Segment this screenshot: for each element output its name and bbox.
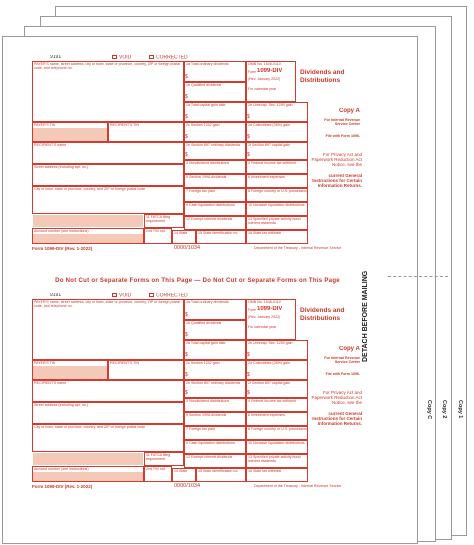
city-label: City or town, state or province, country, and ZIP or foreign postal code (34, 187, 146, 191)
box-5-label: 5 Section 199A dividends (186, 175, 227, 179)
box-2d-dollar: $ (247, 134, 250, 140)
box-12-label: 12 Exempt-interest dividends (186, 455, 233, 459)
copy-a-label: Copy A (339, 108, 360, 114)
box-1b-dollar: $ (185, 332, 188, 338)
footer-code: 0000/1034 (174, 483, 200, 489)
general-instructions: current General Instructions for Certain Information Returns. (312, 173, 362, 188)
box-2a-label: 2a Total capital gain distr. (186, 103, 227, 107)
box-2d-dollar: $ (247, 372, 250, 378)
perforation-line (388, 276, 448, 277)
box-1a-label: 1a Total ordinary dividends (186, 62, 229, 66)
box-5-label: 5 Section 199A dividends (186, 413, 227, 417)
box-2e-label: 2e Section 897 ordinary dividends (186, 381, 241, 385)
box-2b-dollar: $ (247, 352, 250, 358)
payer-tin-fill (33, 128, 107, 141)
footer-department: Department of the Treasury - Internal Revenue Service (254, 246, 342, 250)
form-code: 9191 (50, 55, 62, 59)
footer-form-name: Form 1099-DIV (Rev. 1-2022) (32, 246, 93, 251)
box-2a-dollar: $ (185, 114, 188, 120)
void-checkbox[interactable]: VOID (112, 55, 131, 59)
back-sheet-label-copy-1: Copy 1 (457, 400, 463, 419)
recipient-tin-label: RECIPIENT'S TIN (110, 123, 139, 127)
form-prefix: Form (248, 70, 257, 74)
second-tin-label: 2nd TIN not. (146, 229, 166, 233)
box-11-label: 11 FATCA filing requirement (146, 215, 171, 223)
form-code: 9191 (50, 293, 62, 297)
separation-notice: Do Not Cut or Separate Forms on This Page — Do Not Cut or Separate Forms on This Page (55, 278, 340, 284)
box-10-label: 10 Noncash liquidation distributions (248, 441, 305, 445)
form-number: 1099-DIV (257, 68, 283, 74)
fatca-fill (33, 453, 143, 465)
calendar-year-label: For calendar year (248, 325, 277, 329)
box-1b-label: 1b Qualified dividends (186, 321, 222, 325)
box-13-label: 13 Specified private activity bond interest dividends (248, 217, 301, 225)
box-2b-label: 2b Unrecap. Sec. 1250 gain (248, 103, 293, 107)
box-8-label: 8 Foreign country or U.S. possession (248, 189, 308, 193)
recipient-name-label: RECIPIENT'S name (34, 381, 67, 385)
form-prefix: Form (248, 308, 257, 312)
box-2a-dollar: $ (185, 352, 188, 358)
box-10-label: 10 Noncash liquidation distributions (248, 203, 305, 207)
box-1b-label: 1b Qualified dividends (186, 83, 222, 87)
box-8-label: 8 Foreign country or U.S. possession (248, 427, 308, 431)
box-1b-dollar: $ (185, 94, 188, 100)
recipient-tin-label: RECIPIENT'S TIN (110, 361, 139, 365)
box-2c-label: 2c Section 1202 gain (186, 361, 220, 365)
form-revision: (Rev. January 2022) (248, 77, 281, 81)
box-2d-label: 2d Collectibles (28%) gain (248, 123, 290, 127)
account-number-label: Account number (see instructions) (34, 229, 89, 233)
box-2b-dollar: $ (247, 114, 250, 120)
box-11-label: 11 FATCA filing requirement (146, 453, 171, 461)
box-2f-label: 2f Section 897 capital gain (248, 381, 291, 385)
box-2c-dollar: $ (185, 372, 188, 378)
box-6-label: 6 Investment expenses (248, 175, 285, 179)
payer-address-box[interactable] (32, 61, 184, 122)
file-with-label: File with Form 1096. (325, 134, 360, 138)
box-2f-dollar: $ (247, 390, 250, 396)
box-4-label: 4 Federal income tax withheld (248, 399, 296, 403)
box-1a-dollar: $ (185, 74, 188, 80)
city-label: City or town, state or province, country, and ZIP or foreign postal code (34, 425, 146, 429)
box-14-label: 14 State (174, 469, 188, 473)
omb-number: OMB No. 1545-0110 (248, 62, 281, 66)
box-2e-dollar: $ (185, 390, 188, 396)
footer-code: 0000/1034 (174, 245, 200, 251)
back-sheet-label-copy-2: Copy 2 (441, 400, 447, 419)
box-2c-dollar: $ (185, 134, 188, 140)
payer-address-label: PAYER'S name, street address, city or town, state or province, country, ZIP or foreign postal code, and telephone no. (34, 300, 181, 308)
void-checkbox[interactable]: VOID (112, 293, 131, 297)
privacy-notice: For Privacy Act and Paperwork Reduction Act Notice, see the (311, 390, 362, 405)
footer-form-name: Form 1099-DIV (Rev. 1-2022) (32, 484, 93, 489)
box-2b-label: 2b Unrecap. Sec. 1250 gain (248, 341, 293, 345)
fatca-fill (33, 215, 143, 227)
for-irs-label: For Internal Revenue Service Center (324, 118, 360, 126)
calendar-year-label: For calendar year (248, 87, 277, 91)
file-with-label: File with Form 1096. (325, 372, 360, 376)
general-instructions: current General Instructions for Certain Information Returns. (312, 411, 362, 426)
omb-number: OMB No. 1545-0110 (248, 300, 281, 304)
street-address-label: Street address (including apt. no.) (34, 165, 88, 169)
form-copy-top (4, 36, 391, 254)
box-4-label: 4 Federal income tax withheld (248, 161, 296, 165)
form-number: 1099-DIV (257, 306, 283, 312)
box-2f-label: 2f Section 897 capital gain (248, 143, 291, 147)
box-2e-label: 2e Section 897 ordinary dividends (186, 143, 241, 147)
box-9-label: 9 Cash liquidation distributions (186, 203, 235, 207)
box-15-label: 15 State identification no. (198, 469, 239, 473)
footer-department: Department of the Treasury - Internal Revenue Service (254, 484, 342, 488)
payer-tin-label: PAYER'S TIN (34, 361, 56, 365)
corrected-checkbox[interactable]: CORRECTED (149, 55, 188, 59)
corrected-checkbox[interactable]: CORRECTED (149, 293, 188, 297)
form-title: Dividends and Distributions (300, 69, 345, 84)
form-copy-bottom (4, 274, 391, 492)
copy-a-label: Copy A (339, 346, 360, 352)
box-3-label: 3 Nondividend distributions (186, 161, 230, 165)
box-7-label: 7 Foreign tax paid (186, 427, 215, 431)
payer-address-label: PAYER'S name, street address, city or town, state or province, country, ZIP or foreign postal code, and telephone no. (34, 62, 181, 70)
box-7-label: 7 Foreign tax paid (186, 189, 215, 193)
recipient-name-label: RECIPIENT'S name (34, 143, 67, 147)
back-sheet-label-copy-c: Copy C (426, 400, 432, 420)
account-fill (33, 472, 143, 481)
account-fill (33, 234, 143, 243)
form-revision: (Rev. January 2022) (248, 315, 281, 319)
privacy-notice: For Privacy Act and Paperwork Reduction Act Notice, see the (311, 152, 362, 167)
box-3-label: 3 Nondividend distributions (186, 399, 230, 403)
box-2f-dollar: $ (247, 152, 250, 158)
payer-address-box[interactable] (32, 299, 184, 360)
form-title: Dividends and Distributions (300, 307, 345, 322)
box-16-label: 16 State tax withheld (248, 469, 282, 473)
box-9-label: 9 Cash liquidation distributions (186, 441, 235, 445)
box-6-label: 6 Investment expenses (248, 413, 285, 417)
box-2a-label: 2a Total capital gain distr. (186, 341, 227, 345)
box-2c-label: 2c Section 1202 gain (186, 123, 220, 127)
street-address-label: Street address (including apt. no.) (34, 403, 88, 407)
second-tin-label: 2nd TIN not. (146, 467, 166, 471)
for-irs-label: For Internal Revenue Service Center (324, 356, 360, 364)
box-2e-dollar: $ (185, 152, 188, 158)
payer-tin-label: PAYER'S TIN (34, 123, 56, 127)
account-number-label: Account number (see instructions) (34, 467, 89, 471)
box-2d-label: 2d Collectibles (28%) gain (248, 361, 290, 365)
detach-label: DETACH BEFORE MAILING (362, 270, 369, 362)
box-13-label: 13 Specified private activity bond interest dividends (248, 455, 301, 463)
box-15-label: 15 State identification no. (198, 231, 239, 235)
box-16-label: 16 State tax withheld (248, 231, 282, 235)
box-1a-dollar: $ (185, 312, 188, 318)
box-1a-label: 1a Total ordinary dividends (186, 300, 229, 304)
box-12-label: 12 Exempt-interest dividends (186, 217, 233, 221)
payer-tin-fill (33, 366, 107, 379)
box-14-label: 14 State (174, 231, 188, 235)
